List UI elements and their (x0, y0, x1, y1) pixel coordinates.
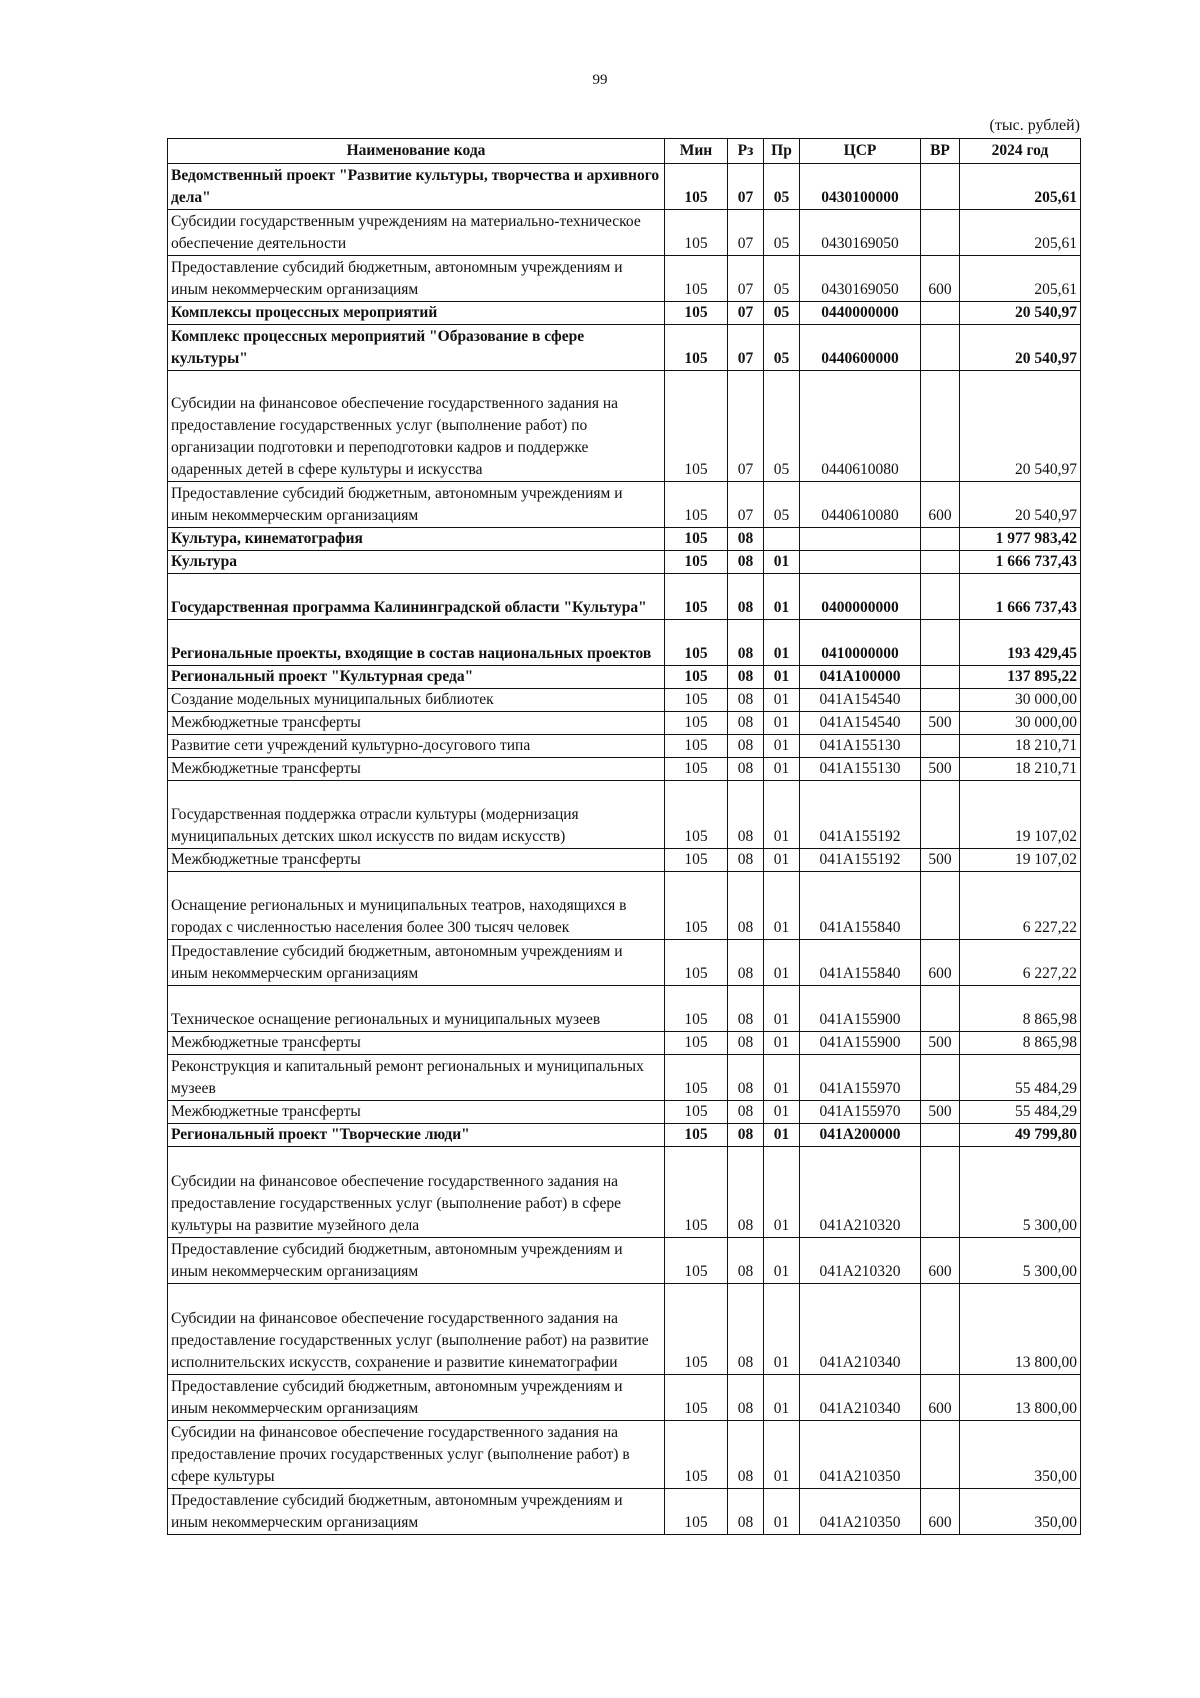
cell-pr: 01 (764, 1375, 800, 1421)
cell-amount: 18 210,71 (960, 758, 1081, 781)
cell-min: 105 (665, 1124, 728, 1147)
cell-name: Оснащение региональных и муниципальных театров, находящихся в городах с численностью населения более 300 тысяч человек (168, 872, 665, 940)
cell-name: Субсидии на финансовое обеспечение государственного задания на предоставление государственных услуг (выполнение работ) на развитие исполнительских искусств, сохранение и развитие кинематографии (168, 1284, 665, 1375)
cell-rz: 08 (728, 1032, 764, 1055)
cell-csr: 041A155130 (800, 735, 921, 758)
cell-csr: 041A155192 (800, 849, 921, 872)
cell-pr: 01 (764, 1124, 800, 1147)
cell-vr (921, 164, 960, 210)
cell-name: Межбюджетные трансферты (168, 1101, 665, 1124)
cell-amount: 5 300,00 (960, 1238, 1081, 1284)
cell-csr: 041A155840 (800, 940, 921, 986)
table-row (168, 849, 1081, 872)
cell-min: 105 (665, 849, 728, 872)
header-pr: Пр (764, 139, 800, 164)
cell-min: 105 (665, 325, 728, 371)
cell-vr: 600 (921, 256, 960, 302)
table-row (168, 620, 1081, 666)
cell-vr (921, 551, 960, 574)
cell-pr: 01 (764, 574, 800, 620)
cell-rz: 08 (728, 1055, 764, 1101)
cell-min: 105 (665, 620, 728, 666)
cell-name: Региональный проект "Культурная среда" (168, 666, 665, 689)
cell-csr: 041A210340 (800, 1375, 921, 1421)
cell-csr: 0440610080 (800, 482, 921, 528)
cell-amount: 205,61 (960, 164, 1081, 210)
cell-csr: 041A210340 (800, 1284, 921, 1375)
cell-rz: 08 (728, 574, 764, 620)
cell-amount: 6 227,22 (960, 940, 1081, 986)
cell-csr: 041A210320 (800, 1238, 921, 1284)
table-row (168, 1101, 1081, 1124)
cell-vr (921, 371, 960, 482)
table-row (168, 872, 1081, 940)
table-row (168, 735, 1081, 758)
cell-csr: 041A155970 (800, 1101, 921, 1124)
table-row (168, 712, 1081, 735)
cell-min: 105 (665, 574, 728, 620)
cell-csr: 041A100000 (800, 666, 921, 689)
cell-name: Межбюджетные трансферты (168, 1032, 665, 1055)
cell-name: Предоставление субсидий бюджетным, автономным учреждениям и иным некоммерческим организациям (168, 1375, 665, 1421)
cell-vr: 500 (921, 712, 960, 735)
cell-vr: 600 (921, 1375, 960, 1421)
table-row (168, 210, 1081, 256)
cell-vr: 600 (921, 482, 960, 528)
cell-min: 105 (665, 940, 728, 986)
table-row (168, 325, 1081, 371)
cell-csr: 041A200000 (800, 1124, 921, 1147)
cell-rz: 07 (728, 482, 764, 528)
table-row (168, 986, 1081, 1032)
cell-min: 105 (665, 1421, 728, 1489)
cell-rz: 08 (728, 781, 764, 849)
table-row (168, 666, 1081, 689)
table-row (168, 1284, 1081, 1375)
cell-name: Предоставление субсидий бюджетным, автономным учреждениям и иным некоммерческим организациям (168, 1238, 665, 1284)
cell-rz: 08 (728, 940, 764, 986)
cell-pr: 05 (764, 482, 800, 528)
cell-pr: 01 (764, 758, 800, 781)
cell-name: Субсидии на финансовое обеспечение государственного задания на предоставление государственных услуг (выполнение работ) по организации подготовки и переподготовки кадров и поддержке одаренных детей в сфере культуры и искусства (168, 371, 665, 482)
cell-pr: 01 (764, 1101, 800, 1124)
cell-name: Региональные проекты, входящие в состав национальных проектов (168, 620, 665, 666)
cell-amount: 205,61 (960, 256, 1081, 302)
cell-name: Реконструкция и капитальный ремонт региональных и муниципальных музеев (168, 1055, 665, 1101)
cell-pr: 01 (764, 872, 800, 940)
cell-rz: 08 (728, 1489, 764, 1535)
cell-amount: 193 429,45 (960, 620, 1081, 666)
cell-pr: 01 (764, 735, 800, 758)
cell-pr: 01 (764, 940, 800, 986)
cell-pr: 01 (764, 1055, 800, 1101)
cell-vr (921, 666, 960, 689)
table-row (168, 1032, 1081, 1055)
cell-min: 105 (665, 1101, 728, 1124)
cell-min: 105 (665, 528, 728, 551)
cell-amount: 20 540,97 (960, 325, 1081, 371)
cell-csr (800, 528, 921, 551)
cell-pr: 01 (764, 551, 800, 574)
cell-min: 105 (665, 1055, 728, 1101)
cell-amount: 20 540,97 (960, 302, 1081, 325)
header-min: Мин (665, 139, 728, 164)
cell-csr (800, 551, 921, 574)
cell-vr: 500 (921, 1101, 960, 1124)
cell-csr: 0440610080 (800, 371, 921, 482)
cell-amount: 30 000,00 (960, 712, 1081, 735)
cell-vr (921, 735, 960, 758)
cell-pr: 05 (764, 371, 800, 482)
cell-amount: 8 865,98 (960, 986, 1081, 1032)
table-row (168, 574, 1081, 620)
cell-csr: 041A155840 (800, 872, 921, 940)
cell-vr (921, 1147, 960, 1238)
table-row (168, 1421, 1081, 1489)
cell-rz: 08 (728, 620, 764, 666)
cell-min: 105 (665, 758, 728, 781)
cell-vr (921, 302, 960, 325)
cell-name: Региональный проект "Творческие люди" (168, 1124, 665, 1147)
cell-csr: 041A155130 (800, 758, 921, 781)
units-label: (тыс. рублей) (989, 117, 1080, 134)
cell-rz: 07 (728, 164, 764, 210)
cell-amount: 19 107,02 (960, 781, 1081, 849)
cell-vr (921, 689, 960, 712)
cell-vr: 500 (921, 758, 960, 781)
cell-csr: 0430169050 (800, 210, 921, 256)
table-row (168, 164, 1081, 210)
cell-rz: 08 (728, 551, 764, 574)
cell-pr: 01 (764, 781, 800, 849)
cell-csr: 041A154540 (800, 712, 921, 735)
cell-rz: 08 (728, 1124, 764, 1147)
cell-amount: 13 800,00 (960, 1375, 1081, 1421)
header-year: 2024 год (960, 139, 1081, 164)
cell-vr (921, 620, 960, 666)
cell-min: 105 (665, 689, 728, 712)
cell-csr: 0430169050 (800, 256, 921, 302)
table-row (168, 781, 1081, 849)
cell-pr: 01 (764, 1284, 800, 1375)
cell-rz: 08 (728, 1101, 764, 1124)
cell-pr (764, 528, 800, 551)
cell-name: Межбюджетные трансферты (168, 758, 665, 781)
cell-vr: 600 (921, 940, 960, 986)
cell-pr: 01 (764, 1489, 800, 1535)
cell-pr: 01 (764, 1421, 800, 1489)
cell-name: Комплекс процессных мероприятий "Образование в сфере культуры" (168, 325, 665, 371)
cell-amount: 1 666 737,43 (960, 551, 1081, 574)
cell-vr (921, 325, 960, 371)
cell-min: 105 (665, 302, 728, 325)
cell-min: 105 (665, 1032, 728, 1055)
table-row (168, 371, 1081, 482)
table-row (168, 1124, 1081, 1147)
cell-csr: 041A155900 (800, 986, 921, 1032)
cell-rz: 08 (728, 689, 764, 712)
table-row (168, 689, 1081, 712)
table-row (168, 256, 1081, 302)
cell-rz: 08 (728, 1375, 764, 1421)
cell-pr: 01 (764, 620, 800, 666)
cell-name: Государственная поддержка отрасли культуры (модернизация муниципальных детских школ искусств по видам искусств) (168, 781, 665, 849)
cell-vr (921, 1284, 960, 1375)
cell-pr: 01 (764, 849, 800, 872)
cell-vr (921, 781, 960, 849)
cell-rz: 08 (728, 1238, 764, 1284)
cell-name: Создание модельных муниципальных библиотек (168, 689, 665, 712)
cell-vr (921, 1124, 960, 1147)
cell-csr: 0430100000 (800, 164, 921, 210)
cell-amount: 30 000,00 (960, 689, 1081, 712)
cell-vr (921, 574, 960, 620)
header-vr: ВР (921, 139, 960, 164)
cell-csr: 0410000000 (800, 620, 921, 666)
cell-vr (921, 528, 960, 551)
cell-rz: 08 (728, 528, 764, 551)
cell-csr: 041A210350 (800, 1421, 921, 1489)
cell-name: Субсидии на финансовое обеспечение государственного задания на предоставление прочих государственных услуг (выполнение работ) в сфере культуры (168, 1421, 665, 1489)
cell-csr: 041A155192 (800, 781, 921, 849)
cell-csr: 041A210320 (800, 1147, 921, 1238)
cell-name: Культура (168, 551, 665, 574)
table-row (168, 551, 1081, 574)
cell-amount: 55 484,29 (960, 1101, 1081, 1124)
cell-min: 105 (665, 482, 728, 528)
cell-name: Культура, кинематография (168, 528, 665, 551)
header-rz: Рз (728, 139, 764, 164)
cell-min: 105 (665, 735, 728, 758)
cell-min: 105 (665, 1375, 728, 1421)
header-row (168, 139, 1081, 164)
cell-vr: 500 (921, 849, 960, 872)
cell-pr: 01 (764, 1238, 800, 1284)
cell-vr: 600 (921, 1489, 960, 1535)
table-row (168, 1238, 1081, 1284)
cell-vr (921, 1055, 960, 1101)
table-row (168, 1055, 1081, 1101)
cell-pr: 05 (764, 164, 800, 210)
cell-pr: 05 (764, 302, 800, 325)
cell-min: 105 (665, 1284, 728, 1375)
cell-amount: 205,61 (960, 210, 1081, 256)
cell-amount: 1 977 983,42 (960, 528, 1081, 551)
table-body (168, 164, 1081, 1535)
cell-name: Предоставление субсидий бюджетным, автономным учреждениям и иным некоммерческим организациям (168, 940, 665, 986)
cell-pr: 01 (764, 986, 800, 1032)
cell-rz: 08 (728, 1284, 764, 1375)
cell-name: Техническое оснащение региональных и муниципальных музеев (168, 986, 665, 1032)
cell-amount: 137 895,22 (960, 666, 1081, 689)
cell-pr: 01 (764, 1147, 800, 1238)
cell-name: Субсидии на финансовое обеспечение государственного задания на предоставление государственных услуг (выполнение работ) в сфере культуры на развитие музейного дела (168, 1147, 665, 1238)
cell-min: 105 (665, 1238, 728, 1284)
cell-rz: 08 (728, 872, 764, 940)
cell-name: Комплексы процессных мероприятий (168, 302, 665, 325)
table-row (168, 528, 1081, 551)
cell-rz: 08 (728, 849, 764, 872)
cell-amount: 1 666 737,43 (960, 574, 1081, 620)
cell-amount: 6 227,22 (960, 872, 1081, 940)
cell-min: 105 (665, 1489, 728, 1535)
cell-name: Предоставление субсидий бюджетным, автономным учреждениям и иным некоммерческим организациям (168, 1489, 665, 1535)
cell-vr: 500 (921, 1032, 960, 1055)
cell-rz: 08 (728, 712, 764, 735)
cell-csr: 0440600000 (800, 325, 921, 371)
page-number: 99 (592, 72, 608, 88)
cell-amount: 55 484,29 (960, 1055, 1081, 1101)
table-row (168, 1375, 1081, 1421)
cell-vr (921, 210, 960, 256)
cell-pr: 01 (764, 689, 800, 712)
cell-vr: 600 (921, 1238, 960, 1284)
cell-amount: 19 107,02 (960, 849, 1081, 872)
table-row (168, 1147, 1081, 1238)
cell-csr: 0440000000 (800, 302, 921, 325)
cell-csr: 041A155970 (800, 1055, 921, 1101)
cell-amount: 20 540,97 (960, 371, 1081, 482)
table-row (168, 1489, 1081, 1535)
cell-min: 105 (665, 551, 728, 574)
cell-min: 105 (665, 210, 728, 256)
cell-amount: 49 799,80 (960, 1124, 1081, 1147)
cell-min: 105 (665, 256, 728, 302)
cell-pr: 05 (764, 256, 800, 302)
cell-pr: 01 (764, 1032, 800, 1055)
cell-csr: 0400000000 (800, 574, 921, 620)
cell-rz: 08 (728, 735, 764, 758)
cell-min: 105 (665, 164, 728, 210)
cell-vr (921, 986, 960, 1032)
cell-pr: 05 (764, 325, 800, 371)
cell-rz: 08 (728, 1147, 764, 1238)
cell-vr (921, 1421, 960, 1489)
cell-min: 105 (665, 666, 728, 689)
cell-csr: 041A210350 (800, 1489, 921, 1535)
table-row (168, 940, 1081, 986)
cell-amount: 20 540,97 (960, 482, 1081, 528)
cell-amount: 350,00 (960, 1489, 1081, 1535)
cell-amount: 5 300,00 (960, 1147, 1081, 1238)
cell-amount: 18 210,71 (960, 735, 1081, 758)
cell-rz: 07 (728, 256, 764, 302)
cell-pr: 01 (764, 712, 800, 735)
cell-min: 105 (665, 872, 728, 940)
cell-csr: 041A155900 (800, 1032, 921, 1055)
cell-name: Государственная программа Калининградской области "Культура" (168, 574, 665, 620)
cell-name: Межбюджетные трансферты (168, 712, 665, 735)
table-row (168, 482, 1081, 528)
cell-name: Предоставление субсидий бюджетным, автономным учреждениям и иным некоммерческим организациям (168, 482, 665, 528)
budget-table (167, 138, 1081, 1535)
header-name: Наименование кода (168, 139, 665, 164)
cell-pr: 01 (764, 666, 800, 689)
cell-name: Субсидии государственным учреждениям на материально-техническое обеспечение деятельности (168, 210, 665, 256)
cell-name: Межбюджетные трансферты (168, 849, 665, 872)
cell-csr: 041A154540 (800, 689, 921, 712)
cell-pr: 05 (764, 210, 800, 256)
cell-min: 105 (665, 1147, 728, 1238)
table-row (168, 758, 1081, 781)
cell-rz: 07 (728, 210, 764, 256)
cell-rz: 07 (728, 325, 764, 371)
cell-name: Предоставление субсидий бюджетным, автономным учреждениям и иным некоммерческим организациям (168, 256, 665, 302)
cell-amount: 13 800,00 (960, 1284, 1081, 1375)
cell-min: 105 (665, 986, 728, 1032)
cell-min: 105 (665, 712, 728, 735)
cell-name: Ведомственный проект "Развитие культуры, творчества и архивного дела" (168, 164, 665, 210)
cell-rz: 08 (728, 758, 764, 781)
table-row (168, 302, 1081, 325)
cell-rz: 07 (728, 371, 764, 482)
cell-amount: 8 865,98 (960, 1032, 1081, 1055)
cell-min: 105 (665, 781, 728, 849)
cell-vr (921, 872, 960, 940)
cell-amount: 350,00 (960, 1421, 1081, 1489)
cell-rz: 07 (728, 302, 764, 325)
cell-name: Развитие сети учреждений культурно-досугового типа (168, 735, 665, 758)
cell-rz: 08 (728, 1421, 764, 1489)
header-csr: ЦСР (800, 139, 921, 164)
cell-min: 105 (665, 371, 728, 482)
cell-rz: 08 (728, 986, 764, 1032)
cell-rz: 08 (728, 666, 764, 689)
